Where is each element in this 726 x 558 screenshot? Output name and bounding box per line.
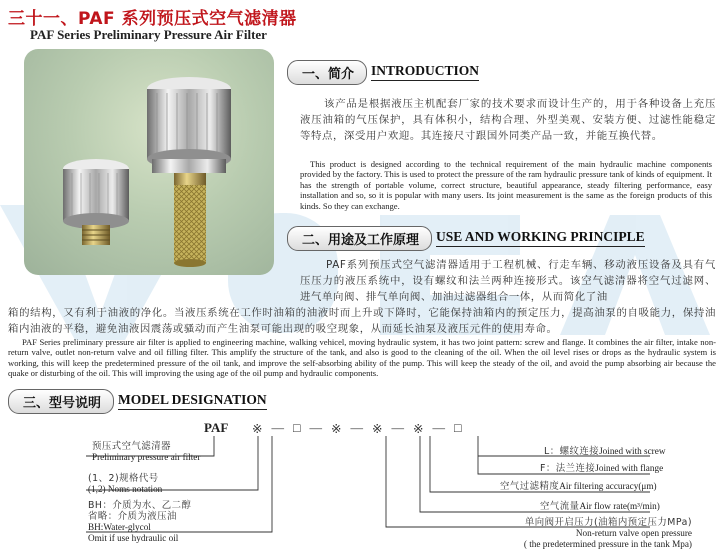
section-heading-en: MODEL DESIGNATION [118, 392, 267, 410]
code-part: ※ [413, 422, 424, 436]
label-screw-cn: L：螺纹连接 [544, 446, 600, 457]
introduction-text-cn: 该产品是根据液压主机配套厂家的技术要求而设计生产的，用于各种设备上充压液压油箱的气压保护，具有体积小，结构合理、外型美观、安装方便、过滤性能稳定等特点，深受用户欢迎。其连接尺寸跟国外同类产品一致，并能互换代替。 [300, 98, 716, 142]
code-separator: — [391, 421, 405, 435]
label-spec-cn: (1、2)规格代号 [88, 473, 159, 484]
usage-text-cn-1: PAF系列预压式空气滤清器适用于工程机械、行走车辆、移动液压设备及具有气压压力的液压系统中，设有螺纹和法兰两种连接形式。该空气滤清器将空气过滤网、进气单向阀、排气单向阀、加油过滤器组合一体，从而简化了油 [300, 259, 716, 303]
label-name [92, 441, 200, 463]
label-name-en: Preliminary pressure air filter [92, 452, 201, 462]
introduction-text-en: This product is designed according to the technical requirement of the main hydraulic machine components provided by the factory. This is used to protect the pressure of the ram hydraulic pressure tank of kinds of equipment. It has the strength of portable volume, correct structure, beautiful appearance, steady filtering performance, easy installation and so, so it is popular with many users. Its joint measurement is the same as the foreign products of this kinds. So they can exchange. [300, 159, 712, 211]
section-heading-cn: 一、简介 [287, 60, 367, 85]
label-valve-cn: 单向阀开启压力(油箱内预定压力MPa) [524, 517, 692, 528]
code-separator: — [432, 421, 445, 435]
label-accuracy-en: Air filtering accuracy(μm) [559, 481, 657, 491]
label-valve-en-1: Non-return valve open pressure [575, 528, 692, 538]
code-separator: — [271, 421, 284, 435]
label-valve [478, 517, 692, 550]
section-heading-cn: 二、用途及工作原理 [287, 226, 432, 251]
label-default-en: Omit if use hydraulic oil [88, 533, 179, 543]
page-title-cn: 三十一、PAF 系列预压式空气滤清器 [8, 9, 297, 29]
usage-text-en: PAF Series preliminary pressure air filter is applied to engineering machine, walking vehicel, moving hydraulic system, it has two joint pattern: screw and flange. It combines the air filter, intake non-return valve, outlet non-return valve and oil filling filter. This amplify the structure of the tank, and also is good to the cleaning of the oil. When the oil level rises or drops as the hydraulic system is working, this will keep the predetermined pressure of the oil tank, and improve the self-absorbing ability of the pump. This will keep the steady of the oil, and avoid the pump absorbing air because the quake or disturbing of the oil. This will improving the using age of the oil pump and hydraulic components. [8, 337, 716, 379]
label-flow [540, 501, 660, 512]
code-separator: — [350, 421, 364, 435]
label-name-cn: 预压式空气滤清器 [92, 441, 172, 452]
label-medium-cn: BH：介质为水、乙二醇 [88, 500, 192, 511]
label-flange-cn: F：法兰连接 [540, 463, 596, 474]
code-separator: — [309, 421, 323, 435]
label-medium-en: BH:Water-glycol [88, 522, 151, 532]
label-flow-en: Air flow rate(m³/min) [579, 501, 660, 511]
code-part: ※ [331, 422, 342, 436]
label-flange [540, 463, 663, 474]
label-spec-en: (1,2) Noms notation [88, 484, 163, 494]
section-heading-en: USE AND WORKING PRINCIPLE [436, 229, 645, 247]
usage-text-cn-2: 箱的结构，又有利于油液的净化。当液压系统在工作时油箱的油液时而上升或下降时，它能保持油箱内的预定压力，提高油泵的自吸能力，保持油箱内油液的平稳，避免油液因震荡或骚动而产生油泵可能出现的吸空现象，从而延长油泵及液压元件的使用寿命。 [8, 307, 716, 335]
label-accuracy [500, 481, 657, 492]
code-part: ※ [252, 422, 263, 436]
model-code-prefix: PAF [204, 420, 229, 435]
code-part: ※ [372, 422, 383, 436]
label-screw-en: Joined with screw [599, 446, 666, 456]
page-title-en: PAF Series Preliminary Pressure Air Filter [30, 27, 267, 42]
label-screw [544, 446, 665, 457]
label-medium [88, 500, 191, 544]
code-part: □ [292, 421, 301, 435]
label-valve-en-2: ( the predetermined pressure in the tank Mpa) [523, 539, 692, 549]
label-accuracy-cn: 空气过滤精度 [500, 481, 560, 492]
label-flange-en: Joined with flange [595, 463, 664, 473]
label-default-cn: 省略：介质为液压油 [88, 511, 177, 522]
label-flow-cn: 空气流量 [540, 501, 580, 512]
code-part: □ [454, 421, 462, 435]
section-heading-cn: 三、型号说明 [8, 389, 114, 414]
section-heading-en: INTRODUCTION [371, 63, 479, 81]
label-spec [88, 473, 162, 495]
